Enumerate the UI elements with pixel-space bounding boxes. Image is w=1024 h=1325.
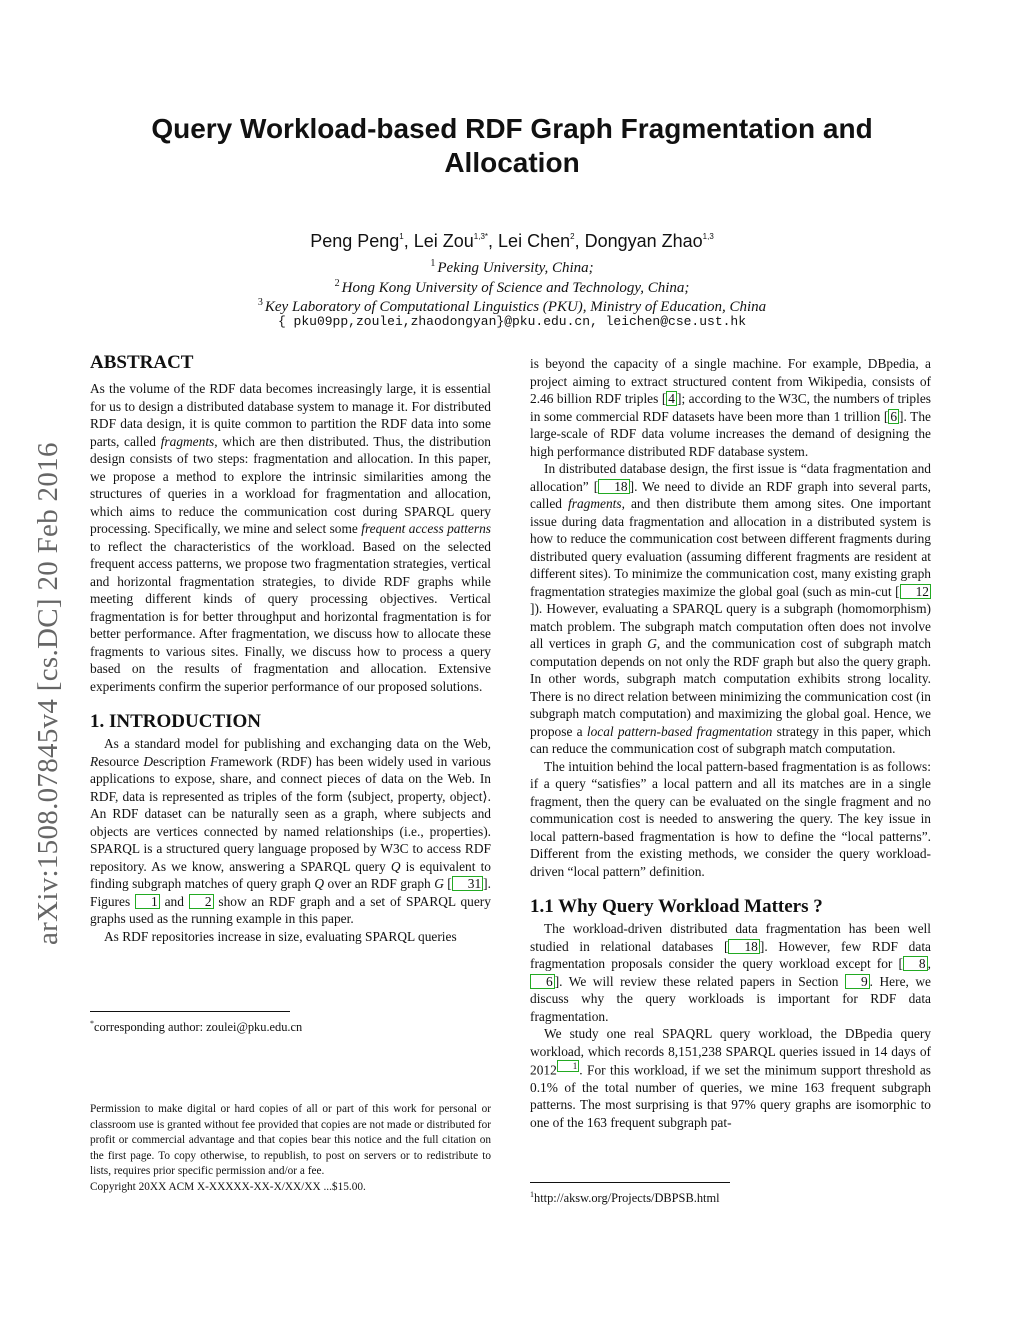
author-affil-sup: 1,3 xyxy=(702,232,714,241)
introduction-heading: 1. INTRODUCTION xyxy=(90,711,262,732)
author-name: Lei Chen xyxy=(498,231,571,251)
left-column xyxy=(90,350,491,945)
left-footnote: *corresponding author: zoulei@pku.edu.cn xyxy=(90,1011,491,1035)
intro-paragraph: As a standard model for publishing and exchanging data on the Web, Resource Description Framework (RDF) has been widely used in various applications to expose, share, and connect pieces of data on the Web. In RDF, data is represented as triples of the form ⟨subject, property, object⟩. An RDF dataset can be naturally seen as a graph, where subjects and objects are vertices connected by named relationships (i.e., properties). SPARQL is a structured query language proposed by W3C to access RDF repository. As we know, answering a SPARQL query Q is equivalent to finding subgraph matches of query graph Q over an RDF graph G [ 31 ]. Figures 1 and 2 show an RDF graph and a set of SPARQL query graphs used as the running example in this paper. xyxy=(90,736,491,926)
right-column xyxy=(530,355,931,1131)
affiliation-1: $^1$ Peking University, China; xyxy=(430,258,594,276)
citation-link[interactable]: 6 xyxy=(530,974,555,989)
body-paragraph: is beyond the capacity of a single machine. For example, DBpedia, a project aiming to extract structured content from Wikipedia, consists of 2.46 billion RDF triples [ 4 ]; according to the W3C, the numbers of triples in some commercial RDF datasets have been more than 1 trillion [ 6 ]. The large-scale of RDF data volume increases the demand of designing the high performance distributed RDF database system. xyxy=(530,356,931,459)
author-emails: { pku09pp,zoulei,zhaodongyan}@pku.edu.cn, leichen@cse.ust.hk xyxy=(277,314,747,329)
body-paragraph: We study one real SPAQRL query workload, the DBpedia query workload, which records 8,151,238 SPARQL queries issued in 14 days of 2012 $^1$ . For this workload, if we set the minimum support threshold as 0.1% of the total number of queries, we mine 163 frequent subgraph patterns. The most surprising is that 97% query graphs are isomorphic to one of the 163 frequent subgraph pat- xyxy=(530,1026,931,1130)
citation-link[interactable]: 18 xyxy=(728,939,759,954)
author-affil-sup: 1 xyxy=(399,232,404,241)
paper-title: Query Workload-based RDF Graph Fragmentation and Allocation xyxy=(151,113,873,178)
figure-link[interactable]: 2 xyxy=(189,894,214,909)
author-name: Dongyan Zhao xyxy=(584,231,703,251)
author-affil-sup: 1,3 xyxy=(473,232,485,241)
citation-link[interactable]: 12 xyxy=(900,584,931,599)
footnote-rule xyxy=(90,1011,290,1012)
affiliation-2: $^2$ Hong Kong University of Science and Technology, China; xyxy=(334,278,690,296)
author-name: Lei Zou xyxy=(413,231,474,251)
corresponding-star: * xyxy=(484,232,489,241)
citation-link[interactable]: 6 xyxy=(890,408,898,424)
copyright-text: Copyright 20XX ACM X-XXXXX-XX-X/XX/XX ...$15.00. xyxy=(90,1180,366,1193)
citation-link[interactable]: 8 xyxy=(903,956,928,971)
body-paragraph: The workload-driven distributed data fragmentation has been well studied in relational databases [ 18 ]. However, few RDF data fragmentation proposals consider the query workload except for [ 8 , 6 ]. We will review these related papers in Section 9 . Here, we discuss why the query workloads is important for RDF data fragmentation. xyxy=(530,921,931,1024)
subsection-heading: 1.1 Why Query Workload Matters ? xyxy=(530,896,823,917)
footnote-link[interactable]: 1 xyxy=(557,1060,580,1072)
section-link[interactable]: 9 xyxy=(845,974,870,989)
citation-link[interactable]: 31 xyxy=(452,876,483,891)
abstract-heading: ABSTRACT xyxy=(90,352,194,373)
permission-block xyxy=(90,1102,491,1195)
footnote-rule xyxy=(530,1182,730,1183)
body-paragraph: In distributed database design, the first issue is “data fragmentation and allocation” [ 18 ]. We need to divide an RDF graph into several parts, called fragments, and then distribute them among sites. One important issue during data fragmentation and allocation in a distributed system is how to reduce the communication cost between different fragments during distributed query evaluation (assuming different fragments are resident at different sites). To minimize the communication cost, many existing graph fragmentation strategies maximize the global goal (such as min-cut [ 12]). However, evaluating a SPARQL query is a subgraph (homomorphism) match problem. The subgraph match computation often does not involve all vertices in graph G, and the communication cost of subgraph match computation depends on not only the RDF graph but also the query graph. In other words, subgraph match computation exhibits strong locality. There is no direct relation between minimizing the communication cost (in subgraph match computation) and maximizing the global goal. Hence, we propose a local pattern-based fragmentation strategy in this paper, which can reduce the communication cost of subgraph match computation. xyxy=(530,461,931,756)
author-list: Peng Peng$^1$, Lei Zou$^{1,3*}$, Lei Chen$^2$, Dongyan Zhao$^{1,3}$ xyxy=(310,231,714,251)
right-footnote: $^1$http://aksw.org/Projects/DBPSB.html xyxy=(530,1182,931,1206)
author-affil-sup: 2 xyxy=(570,232,575,241)
body-paragraph: The intuition behind the local pattern-based fragmentation is as follows: if a query “satisfies” a local pattern and all its matches are in a single fragment, then the query can be evaluated on the single fragment and no communication cost is needed to answering the query. The key issue in local pattern-based fragmentation is how to define the “local patterns”. Different from the existing methods, we consider the query workload-driven “local pattern” definition. xyxy=(530,758,931,879)
author-name: Peng Peng xyxy=(310,231,400,251)
arxiv-stamp: arXiv:1508.07845v4 [cs.DC] 20 Feb 2016 xyxy=(32,442,64,945)
intro-paragraph: As RDF repositories increase in size, evaluating SPARQL queries xyxy=(104,928,457,944)
abstract-body: As the volume of the RDF data becomes increasingly large, it is essential for us to design a distributed database system to manage it. For distributed RDF data design, it is quite common to partition the RDF data into some parts, called fragments, which are then distributed. Thus, the distribution design consists of two steps: fragmentation and allocation. In this paper, we propose a method to explore the intrinsic similarities among the structures of queries in a workload for fragmentation and allocation, which aims to reduce the communication cost during SPARQL query processing. Specifically, we mine and select some frequent access patterns to reflect the characteristics of the workload. Based on the selected frequent access patterns, we propose two fragmentation strategies, vertical and horizontal fragmentation strategies, to divide RDF graphs while meeting different kinds of query processing objectives. Vertical fragmentation is for better throughput and horizontal fragmentation is for better performance. After fragmentation, we discuss how to allocate these fragments to various sites. Finally, we discuss how to process a query based on the results of fragmentation and allocation. Extensive experiments confirm the superior performance of our proposed solutions. xyxy=(90,381,491,694)
permission-text: Permission to make digital or hard copies of all or part of this work for personal or classroom use is granted without fee provided that copies are not made or distributed for profit or commercial advantage and that copies bear this notice and the full citation on the first page. To copy otherwise, to republish, to post on servers or to redistribute to lists, requires prior specific permission and/or a fee. xyxy=(90,1103,491,1177)
figure-link[interactable]: 1 xyxy=(135,894,160,909)
citation-link[interactable]: 18 xyxy=(598,479,629,494)
affiliation-3: $^3$ Key Laboratory of Computational Linguistics (PKU), Ministry of Education, China xyxy=(257,297,767,315)
citation-link[interactable]: 4 xyxy=(668,391,675,406)
